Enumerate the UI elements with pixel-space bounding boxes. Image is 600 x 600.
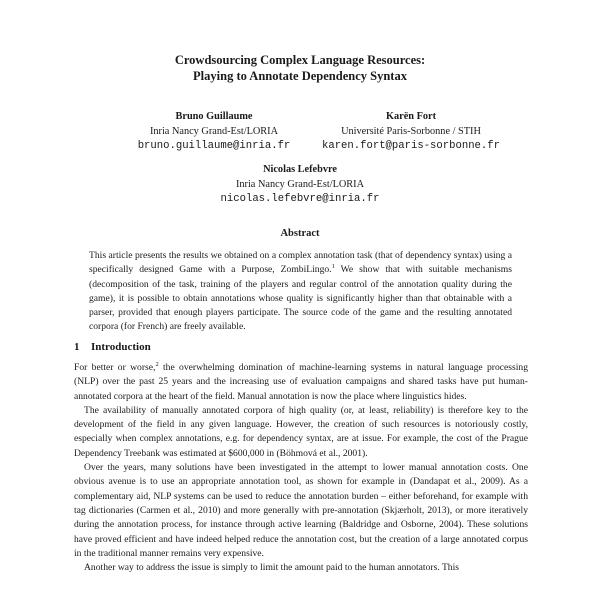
paragraph-1-start: For better or worse,	[74, 362, 156, 373]
paper-title-line-2: Playing to Annotate Dependency Syntax	[193, 69, 407, 83]
footnote-marker: 2	[155, 360, 159, 368]
author-affiliation: Université Paris-Sorbonne / STIH	[341, 125, 481, 137]
author-name: Karën Fort	[385, 111, 437, 122]
section-title: Introduction	[91, 341, 151, 353]
paragraph-4: Another way to address the issue is simply to limit the amount paid to the human annotators. This	[84, 562, 459, 574]
author-name: Bruno Guillaume	[175, 111, 253, 122]
author-affiliation: Inria Nancy Grand-Est/LORIA	[149, 125, 279, 137]
paragraph-2: The availability of manually annotated corpora of high quality (or, at least, reliability) is therefore key to the development of the field in any given language. However, the creation of such resources is notoriously costly, especially when complex annotations, e.g. for dependency syntax, are at issue. For example, the cost of the Prague Dependency Treebank was estimated at $600,000 in (Böhmová et al., 2001).	[74, 404, 528, 459]
section-heading	[74, 341, 151, 353]
author-email: nicolas.lefebvre@inria.fr	[220, 193, 380, 205]
author-email: karen.fort@paris-sorbonne.fr	[321, 140, 500, 152]
abstract-text-start: This article presents the results we obtained on a complex annotation task (that of dependency syntax) using a specifically designed Game with a Purpose, ZombiLingo.	[89, 250, 512, 276]
paragraph-3: Over the years, many solutions have been investigated in the attempt to lower manual annotation costs. One obvious avenue is to use an appropriate annotation tool, as shown for example in (Dandapat et al., 2009). As a complementary aid, NLP systems can be used to reduce the annotation burden – either beforehand, for example with tag dictionaries (Carmen et al., 2010) and more generally with pre-annotation (Skjærholt, 2013), or more iteratively during the annotation process, for instance through active learning (Baldridge and Osborne, 2004). These solutions have proved efficient and have indeed helped reduce the annotation cost, but the creation of a large annotated corpus in the traditional manner remains very expensive.	[74, 462, 528, 559]
author-affiliation: Inria Nancy Grand-Est/LORIA	[235, 178, 365, 190]
footnote-marker: 1	[331, 263, 335, 271]
author-email: bruno.guillaume@inria.fr	[137, 140, 291, 152]
author-block-2	[285, 110, 537, 154]
abstract-text-end: We show that with suitable mechanisms (decomposition of the task, training of the players and regular control of the annotation quality during the game), it is possible to obtain annotations whose quality is significantly higher than that obtainable with a parser, provided that enough players participate. The source code of the game and the resulting annotated corpora (for French) are freely available.	[89, 264, 512, 333]
paper-title-line-1: Crowdsourcing Complex Language Resources:	[174, 53, 426, 67]
section-number: 1	[74, 341, 80, 353]
abstract-text	[89, 249, 512, 335]
author-block-3	[174, 163, 426, 207]
abstract-heading: Abstract	[280, 228, 320, 239]
author-name: Nicolas Lefebvre	[263, 164, 337, 175]
paragraph-1	[74, 361, 528, 404]
paragraph-1-end: the overwhelming domination of machine-learning systems in natural language processing (NLP) over the past 25 years and the increasing use of evaluation campaigns and shared tasks have put human-annotated corpora at the heart of the field. Manual annotation is now the place where linguistics hides.	[74, 362, 528, 402]
introduction-body	[74, 361, 528, 575]
